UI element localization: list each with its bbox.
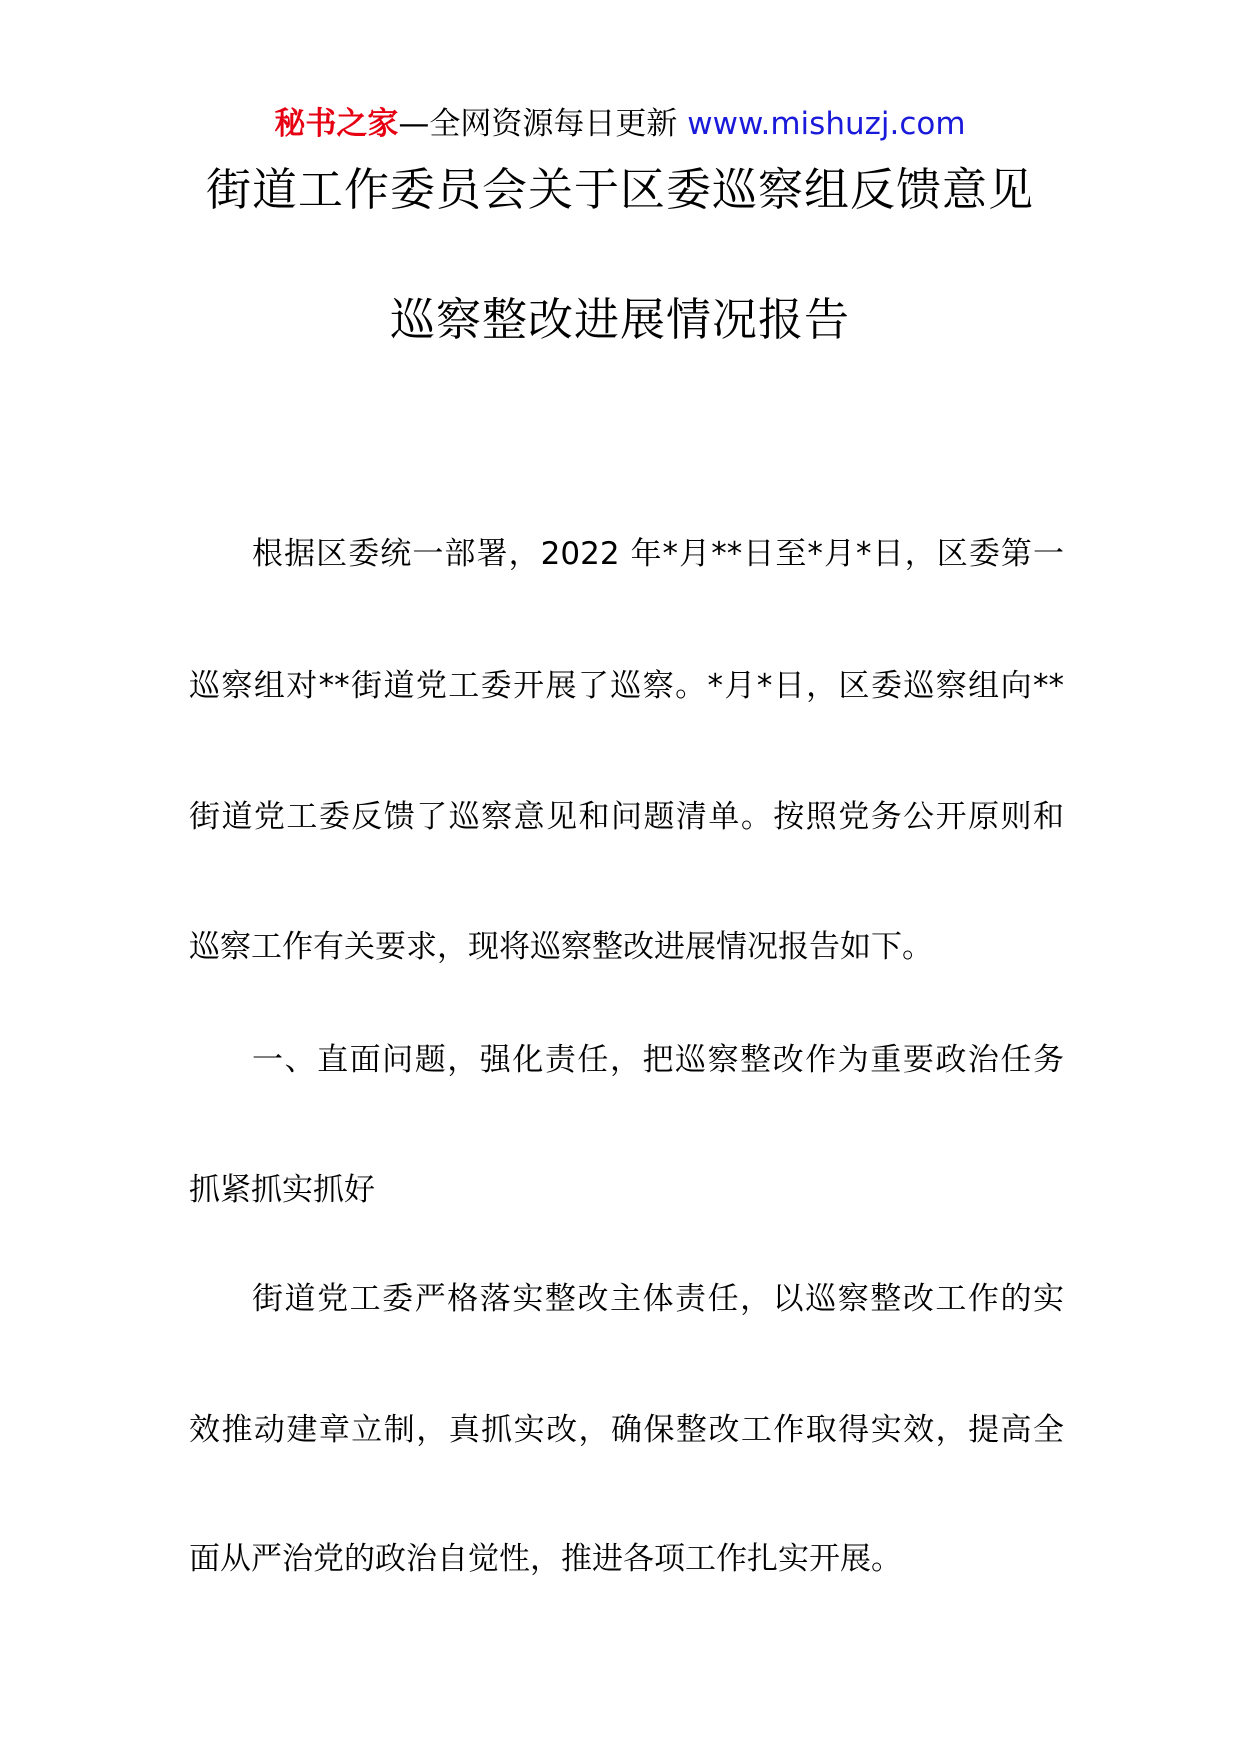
paragraph-2-line-2: 效推动建章立制，真抓实改，确保整改工作取得实效，提高全 — [189, 1412, 1064, 1448]
paragraph-2-line-3: 面从严治党的政治自觉性，推进各项工作扎实开展。 — [189, 1541, 902, 1577]
brand-name: 秘书之家 — [274, 106, 399, 142]
paragraph-2-line-1: 街道党工委严格落实整改主体责任，以巡察整改工作的实 — [252, 1281, 1064, 1317]
section-heading-1-line-1: 一、直面问题，强化责任，把巡察整改作为重要政治任务 — [252, 1042, 1064, 1078]
document-title-line-1: 街道工作委员会关于区委巡察组反馈意见 — [205, 163, 1034, 216]
paragraph-1-line-2: 巡察组对**街道党工委开展了巡察。*月*日，区委巡察组向** — [189, 668, 1064, 704]
paragraph-1-line-4: 巡察工作有关要求，现将巡察整改进展情况报告如下。 — [189, 929, 933, 965]
document-title-line-2: 巡察整改进展情况报告 — [389, 293, 850, 346]
header-tagline: —全网资源每日更新 — [398, 106, 688, 142]
site-header — [0, 102, 1240, 146]
section-heading-1-line-2: 抓紧抓实抓好 — [189, 1172, 375, 1208]
paragraph-1-line-3: 街道党工委反馈了巡察意见和问题清单。按照党务公开原则和 — [189, 799, 1064, 835]
site-url-link[interactable]: www.mishuzj.com — [687, 106, 966, 142]
paragraph-1-line-1: 根据区委统一部署，2022 年*月**日至*月*日，区委第一 — [252, 536, 1064, 572]
